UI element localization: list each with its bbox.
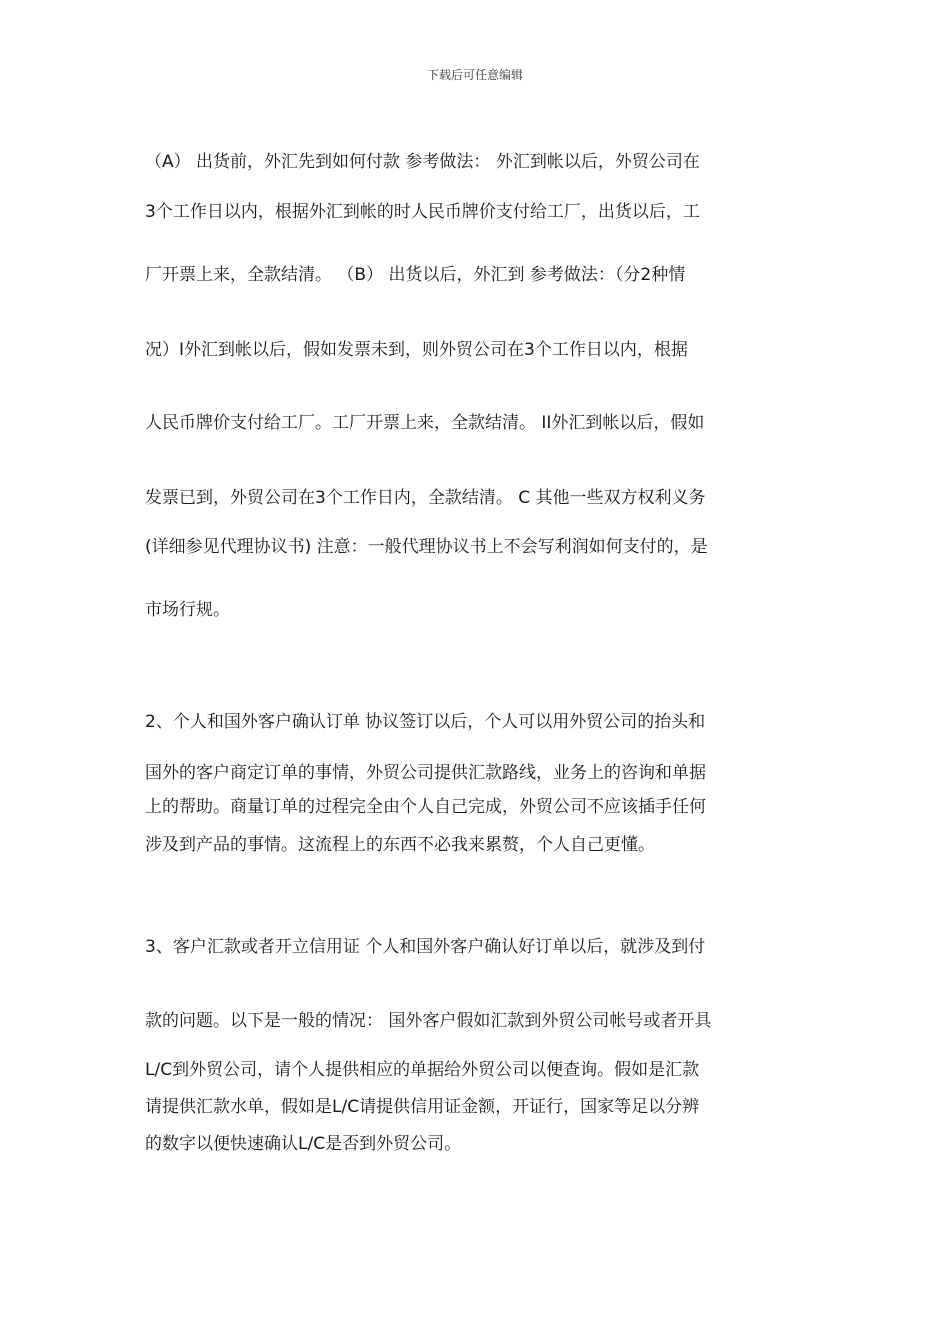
body-line: 3个工作日以内，根据外汇到帐的时人民币牌价支付给工厂，出货以后，工	[145, 202, 700, 222]
body-line: 请提供汇款水单，假如是L/C请提供信用证金额，开证行，国家等足以分辨	[145, 1097, 700, 1117]
body-line: 的数字以便快速确认L/C是否到外贸公司。	[145, 1134, 462, 1154]
body-line: 人民币牌价支付给工厂。工厂开票上来，全款结清。 II外汇到帐以后，假如	[145, 413, 705, 433]
body-line: L/C到外贸公司，请个人提供相应的单据给外贸公司以便查询。假如是汇款	[145, 1060, 700, 1080]
body-line: 2、个人和国外客户确认订单 协议签订以后，个人可以用外贸公司的抬头和	[145, 712, 706, 732]
body-line: 上的帮助。商量订单的过程完全由个人自己完成，外贸公司不应该插手任何	[145, 797, 706, 817]
body-line: 况）I外汇到帐以后，假如发票未到，则外贸公司在3个工作日以内，根据	[145, 340, 688, 360]
body-line: （A） 出货前，外汇先到如何付款 参考做法： 外汇到帐以后，外贸公司在	[145, 152, 700, 172]
body-line: 款的问题。以下是一般的情况： 国外客户假如汇款到外贸公司帐号或者开具	[145, 1011, 712, 1031]
body-line: 厂开票上来，全款结清。 （B） 出货以后，外汇到 参考做法：（分2种情	[145, 265, 686, 285]
body-line: 3、客户汇款或者开立信用证 个人和国外客户确认好订单以后，就涉及到付	[145, 937, 706, 957]
page-header: 下载后可任意编辑	[426, 68, 523, 82]
body-line: 发票已到，外贸公司在3个工作日内，全款结清。 C 其他一些双方权利义务	[145, 488, 706, 508]
body-line: 市场行规。	[145, 600, 230, 620]
body-line: (详细参见代理协议书) 注意：一般代理协议书上不会写利润如何支付的，是	[145, 537, 708, 557]
body-line: 涉及到产品的事情。这流程上的东西不必我来累赘，个人自己更懂。	[145, 835, 655, 855]
body-line: 国外的客户商定订单的事情，外贸公司提供汇款路线，业务上的咨询和单据	[145, 763, 706, 783]
